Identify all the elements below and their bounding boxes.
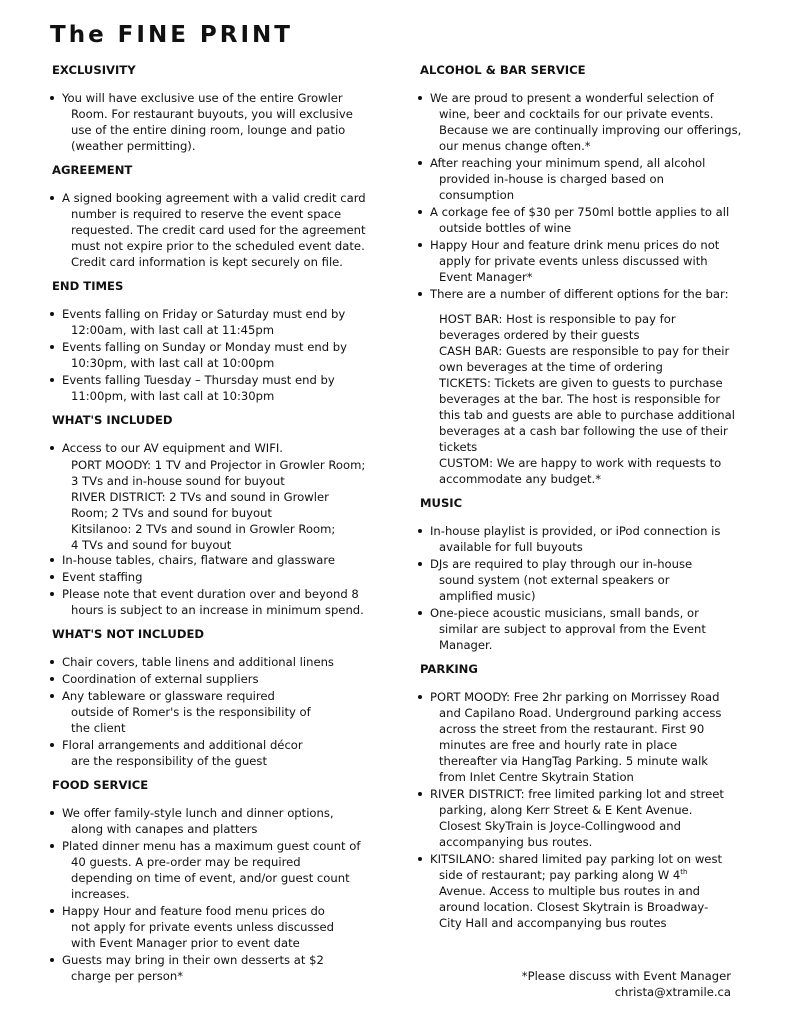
list-item-kitsilano [416,851,756,931]
list-item-line: amplified music) [439,589,536,603]
detail-line: Kitsilanoo: 2 TVs and sound in Growler Room; [71,522,336,536]
detail-line: CUSTOM: We are happy to work with requests to [439,456,722,470]
list-item [416,90,756,154]
list-item-line: Manager. [439,638,493,652]
list-item-line: 12:00am, with last call at 11:45pm [71,323,275,337]
list-item-line: hours is subject to an increase in minimum spend. [71,603,364,617]
list-item-line: and Capilano Road. Underground parking access [439,706,722,720]
list-item [416,689,756,785]
list-item-bar-options [416,286,756,487]
list-item-line: from Inlet Centre Skytrain Station [439,770,634,784]
detail-line: beverages at a cash bar following the use of their [439,424,728,438]
list-item [48,688,380,736]
list-item-line: One-piece acoustic musicians, small bands, or [430,606,699,620]
detail-line: 4 TVs and sound for buyout [71,538,232,552]
music-list [416,523,756,653]
list-item-line: number is required to reserve the event space [71,207,342,221]
list-item [416,155,756,203]
list-item-line: We offer family-style lunch and dinner options, [62,806,334,820]
detail-line: CASH BAR: Guests are responsible to pay for their [439,344,730,358]
list-item-line: sound system (not external speakers or [439,573,670,587]
list-item-line: with Event Manager prior to event date [71,936,300,950]
list-item [48,569,380,585]
list-item-line: Room. For restaurant buyouts, you will exclusive [71,107,353,121]
list-item-line: our menus change often.* [439,139,591,153]
section-heading-food-service: FOOD SERVICE [52,778,149,792]
detail-line: Room; 2 TVs and sound for buyout [71,506,272,520]
list-item-line: Coordination of external suppliers [62,672,259,686]
detail-line: beverages at the bar. The host is responsible for [439,392,721,406]
detail-line: RIVER DISTRICT: 2 TVs and sound in Growler [71,490,329,504]
list-item-line: outside bottles of wine [439,221,572,235]
parking-list [416,689,756,850]
kits-line-4: around location. Closest Skytrain is Broadway- [439,900,709,914]
list-item [48,339,380,371]
list-item-line: accompanying bus routes. [439,835,593,849]
list-item-line: PORT MOODY: Free 2hr parking on Morrissey Road [430,690,720,704]
list-item-line: Floral arrangements and additional décor [62,738,303,752]
list-item-line: RIVER DISTRICT: free limited parking lot and street [430,787,724,801]
section-heading-whats-included: WHAT'S INCLUDED [52,413,173,427]
alcohol-list [416,90,756,285]
whats-included-list-more [48,552,380,618]
list-item-line: thereafter via HangTag Parking. 5 minute walk [439,754,709,768]
list-item-line: available for full buyouts [439,540,583,554]
list-item-line: Chair covers, table linens and additional linens [62,655,334,669]
list-item-line: Any tableware or glassware required [62,689,275,703]
list-item-line: 40 guests. A pre-order may be required [71,855,301,869]
list-item [48,654,380,670]
list-item-line: Happy Hour and feature food menu prices do [62,904,325,918]
list-item-line: Events falling on Sunday or Monday must end by [62,340,348,354]
list-item-line: You will have exclusive use of the entire Growler [62,91,343,105]
list-item-line: use of the entire dining room, lounge and patio [71,123,346,137]
detail-line: accommodate any budget.* [439,472,602,486]
detail-line: this tab and guests are able to purchase additional [439,408,735,422]
list-item-line: 10:30pm, with last call at 10:00pm [71,356,275,370]
detail-line: HOST BAR: Host is responsible to pay for [439,312,676,326]
list-item-line: the client [71,721,126,735]
section-heading-end-times: END TIMES [52,279,124,293]
list-item-line: A corkage fee of $30 per 750ml bottle applies to all [430,205,730,219]
list-item-line: DJs are required to play through our in-house [430,557,693,571]
whats-included-list [48,440,380,553]
list-item [416,556,756,604]
list-item [48,805,380,837]
section-heading-whats-not-included: WHAT'S NOT INCLUDED [52,627,204,641]
list-item-line: along with canapes and platters [71,822,258,836]
list-item-line: (weather permitting). [71,139,196,153]
list-item-line: consumption [439,188,515,202]
list-item [416,605,756,653]
list-item [48,372,380,404]
detail-line: TICKETS: Tickets are given to guests to purchase [439,376,723,390]
list-item-line: must not expire prior to the scheduled event date. [71,239,365,253]
footer-note [522,968,731,1000]
page-title: The FINE PRINT [50,22,293,48]
list-item-line: Event Manager* [439,270,533,284]
list-item [48,952,380,984]
list-item-line: apply for private events unless discussed with [439,254,708,268]
list-item [416,204,756,236]
detail-line: PORT MOODY: 1 TV and Projector in Growler Room; [71,458,366,472]
list-item-line: provided in-house is charged based on [439,172,664,186]
section-heading-parking: PARKING [420,662,478,676]
list-item [416,786,756,850]
list-item-line: In-house playlist is provided, or iPod connection is [430,524,721,538]
food-service-list [48,805,380,984]
list-item-line: minutes are free and hourly rate in place [439,738,678,752]
list-item-line: Credit card information is kept securely on file. [71,255,343,269]
list-item-line: After reaching your minimum spend, all alcohol [430,156,706,170]
kits-line-5: City Hall and accompanying bus routes [439,916,667,930]
list-item-line: requested. The credit card used for the agreement [71,223,366,237]
bar-intro: There are a number of different options for the bar: [430,287,729,301]
bar-options [430,311,756,487]
footer-email: christa@xtramile.ca [614,985,731,999]
list-item-line: across the street from the restaurant. First 90 [439,722,705,736]
list-item [416,523,756,555]
list-item-line: A signed booking agreement with a valid credit card [62,191,366,205]
detail-line: 3 TVs and in-house sound for buyout [71,474,285,488]
list-item-line: depending on time of event, and/or guest count [71,871,350,885]
right-column [416,62,756,939]
parking-list-kitsilano [416,851,756,931]
av-details [62,457,380,553]
list-item-av [48,440,380,553]
list-item-line: Plated dinner menu has a maximum guest count of [62,839,361,853]
section-heading-exclusivity: EXCLUSIVITY [52,63,136,77]
list-item-line: Event staffing [62,570,143,584]
list-item-line: We are proud to present a wonderful selection of [430,91,714,105]
list-item-line: increases. [71,887,130,901]
kits-line-3: Avenue. Access to multiple bus routes in and [439,884,701,898]
list-item [48,190,380,270]
list-item [48,586,380,618]
list-item [48,90,380,154]
left-column [48,62,380,992]
list-item-line: In-house tables, chairs, flatware and glassware [62,553,335,567]
list-item-line: Because we are continually improving our offerings, [439,123,742,137]
list-item [48,838,380,902]
list-item-line: wine, beer and cocktails for our private events. [439,107,714,121]
list-item [48,306,380,338]
list-item-line: 11:00pm, with last call at 10:30pm [71,389,275,403]
detail-line: tickets [439,440,478,454]
list-item-line: outside of Romer's is the responsibility of [71,705,311,719]
list-item [416,237,756,285]
list-item-line: Closest SkyTrain is Joyce-Collingwood and [439,819,681,833]
list-item [48,737,380,769]
section-heading-music: MUSIC [420,496,463,510]
list-item [48,903,380,951]
av-line: Access to our AV equipment and WIFI. [62,441,283,455]
agreement-list [48,190,380,270]
bar-options-list [416,286,756,487]
list-item-line: charge per person* [71,969,184,983]
detail-line: beverages ordered by their guests [439,328,640,342]
list-item-line: not apply for private events unless discussed [71,920,335,934]
section-heading-agreement: AGREEMENT [52,163,133,177]
exclusivity-list [48,90,380,154]
kits-line-1: KITSILANO: shared limited pay parking lot on west [430,852,723,866]
kits-line-2: side of restaurant; pay parking along W 4th [439,868,688,882]
list-item-line: Events falling Tuesday – Thursday must end by [62,373,335,387]
section-heading-alcohol-bar: ALCOHOL & BAR SERVICE [420,63,586,77]
list-item-line: Events falling on Friday or Saturday must end by [62,307,346,321]
list-item [48,671,380,687]
whats-not-included-list [48,654,380,769]
list-item-line: are the responsibility of the guest [71,754,268,768]
list-item-line: similar are subject to approval from the Event [439,622,706,636]
end-times-list [48,306,380,404]
list-item [48,552,380,568]
list-item-line: Please note that event duration over and beyond 8 [62,587,359,601]
list-item-line: Happy Hour and feature drink menu prices do not [430,238,720,252]
list-item-line: parking, along Kerr Street & E Kent Avenue. [439,803,693,817]
detail-line: own beverages at the time of ordering [439,360,663,374]
footer-discuss-note: *Please discuss with Event Manager [521,969,731,983]
list-item-line: Guests may bring in their own desserts at $2 [62,953,324,967]
